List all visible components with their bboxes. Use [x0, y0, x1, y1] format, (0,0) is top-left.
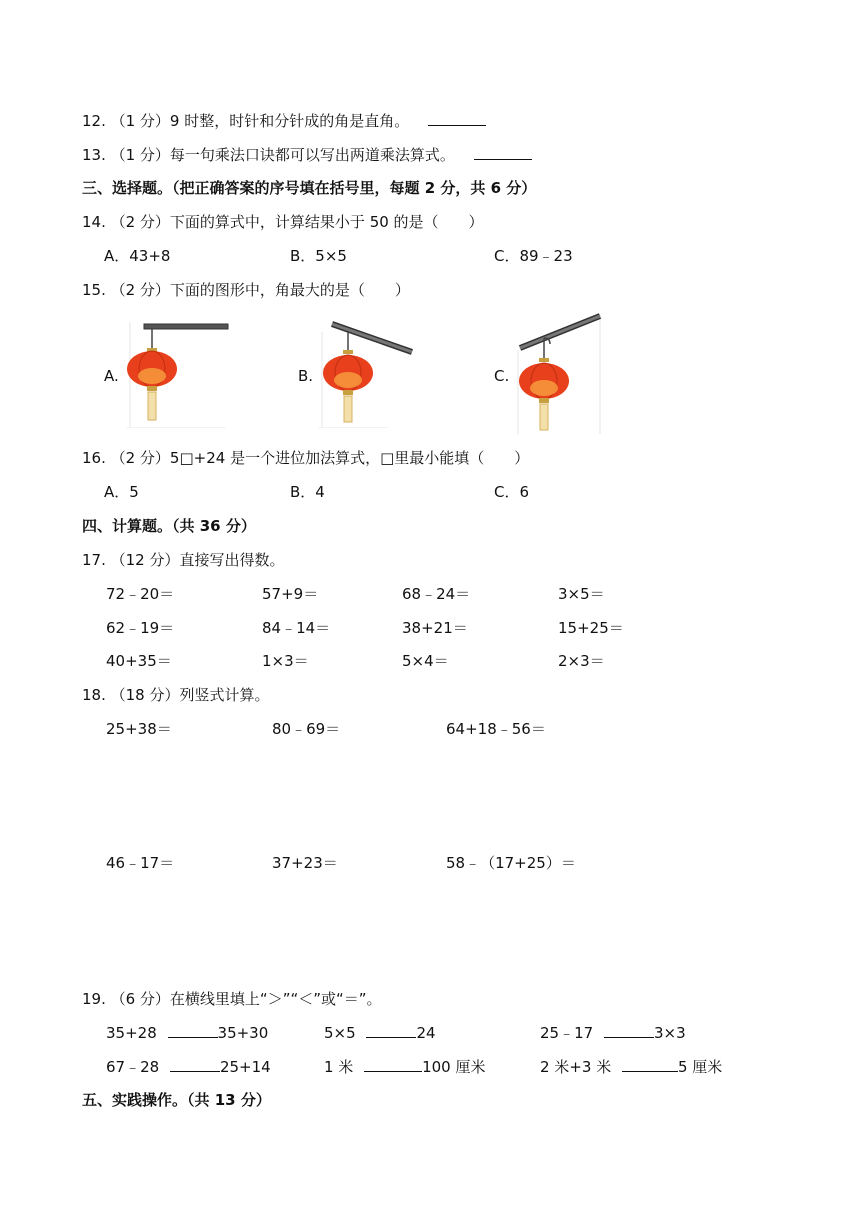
section-3-title: 三、选择题。（把正确答案的序号填在括号里，每题 2 分，共 6 分）	[82, 179, 537, 197]
compare-left: 1 米	[324, 1058, 354, 1076]
lantern-a-image	[126, 318, 232, 428]
compare-right: 24	[416, 1024, 436, 1042]
calc-item: 38+21＝	[402, 619, 468, 637]
compare-blank[interactable]	[604, 1023, 654, 1038]
lantern-c-image	[514, 310, 604, 434]
option-b[interactable]: B．4	[290, 483, 325, 501]
calc-item: 15+25＝	[558, 619, 624, 637]
compare-item	[106, 1023, 268, 1043]
calc-item: 1×3＝	[262, 652, 309, 670]
compare-item	[324, 1023, 436, 1043]
vertical-calc-item: 64+18﹣56＝	[446, 720, 546, 738]
compare-item	[540, 1023, 686, 1043]
option-c[interactable]: C．6	[494, 483, 530, 501]
calc-item: 57+9＝	[262, 585, 319, 603]
question-18-text: 18. （18 分）列竖式计算。	[82, 686, 270, 704]
option-a[interactable]: A.	[104, 367, 119, 385]
section-4-title: 四、计算题。（共 36 分）	[82, 517, 256, 535]
compare-item	[540, 1057, 722, 1077]
option-c[interactable]: C．89﹣23	[494, 247, 573, 265]
question-13	[82, 145, 532, 165]
option-b[interactable]: B．5×5	[290, 247, 347, 265]
compare-right: 35+30	[217, 1024, 269, 1042]
compare-right: 5 厘米	[677, 1058, 723, 1076]
question-16-text: 16. （2 分）5□+24 是一个进位加法算式，□里最小能填（ ）	[82, 449, 530, 467]
option-c[interactable]: C.	[494, 367, 510, 385]
question-12-text: 12. （1 分）9 时整，时针和分针成的角是直角。	[82, 112, 410, 130]
compare-blank[interactable]	[170, 1057, 220, 1072]
calc-item: 40+35＝	[106, 652, 172, 670]
section-5-title: 五、实践操作。（共 13 分）	[82, 1091, 271, 1109]
vertical-calc-item: 46﹣17＝	[106, 854, 175, 872]
option-a[interactable]: A．5	[104, 483, 139, 501]
question-15-text: 15. （2 分）下面的图形中，角最大的是（ ）	[82, 281, 410, 299]
vertical-calc-item: 80﹣69＝	[272, 720, 341, 738]
vertical-calc-item: 25+38＝	[106, 720, 172, 738]
answer-blank[interactable]	[428, 111, 486, 126]
compare-left: 25﹣17	[540, 1024, 594, 1042]
calc-item: 84﹣14＝	[262, 619, 331, 637]
option-a[interactable]: A．43+8	[104, 247, 171, 265]
compare-right: 100 厘米	[422, 1058, 486, 1076]
calc-item: 68﹣24＝	[402, 585, 471, 603]
compare-item	[106, 1057, 271, 1077]
question-13-text: 13. （1 分）每一句乘法口诀都可以写出两道乘法算式。	[82, 146, 455, 164]
calc-item: 2×3＝	[558, 652, 605, 670]
compare-left: 67﹣28	[106, 1058, 160, 1076]
vertical-calc-item: 58﹣（17+25）＝	[446, 854, 576, 872]
compare-blank[interactable]	[622, 1057, 678, 1072]
compare-left: 35+28	[106, 1024, 157, 1042]
compare-blank[interactable]	[366, 1023, 416, 1038]
compare-left: 5×5	[324, 1024, 356, 1042]
calc-item: 62﹣19＝	[106, 619, 175, 637]
lantern-b-image	[318, 318, 418, 428]
answer-blank[interactable]	[474, 145, 532, 160]
compare-right: 3×3	[653, 1024, 686, 1042]
question-19-text: 19. （6 分）在横线里填上“＞”“＜”或“＝”。	[82, 990, 382, 1008]
compare-right: 25+14	[219, 1058, 271, 1076]
calc-item: 3×5＝	[558, 585, 605, 603]
compare-blank[interactable]	[168, 1023, 218, 1038]
compare-left: 2 米+3 米	[540, 1058, 612, 1076]
question-17-text: 17. （12 分）直接写出得数。	[82, 551, 285, 569]
calc-item: 72﹣20＝	[106, 585, 175, 603]
calc-item: 5×4＝	[402, 652, 449, 670]
question-14-text: 14. （2 分）下面的算式中，计算结果小于 50 的是（ ）	[82, 213, 484, 231]
option-b[interactable]: B.	[298, 367, 314, 385]
vertical-calc-item: 37+23＝	[272, 854, 338, 872]
compare-blank[interactable]	[364, 1057, 422, 1072]
question-12	[82, 111, 486, 131]
compare-item	[324, 1057, 486, 1077]
